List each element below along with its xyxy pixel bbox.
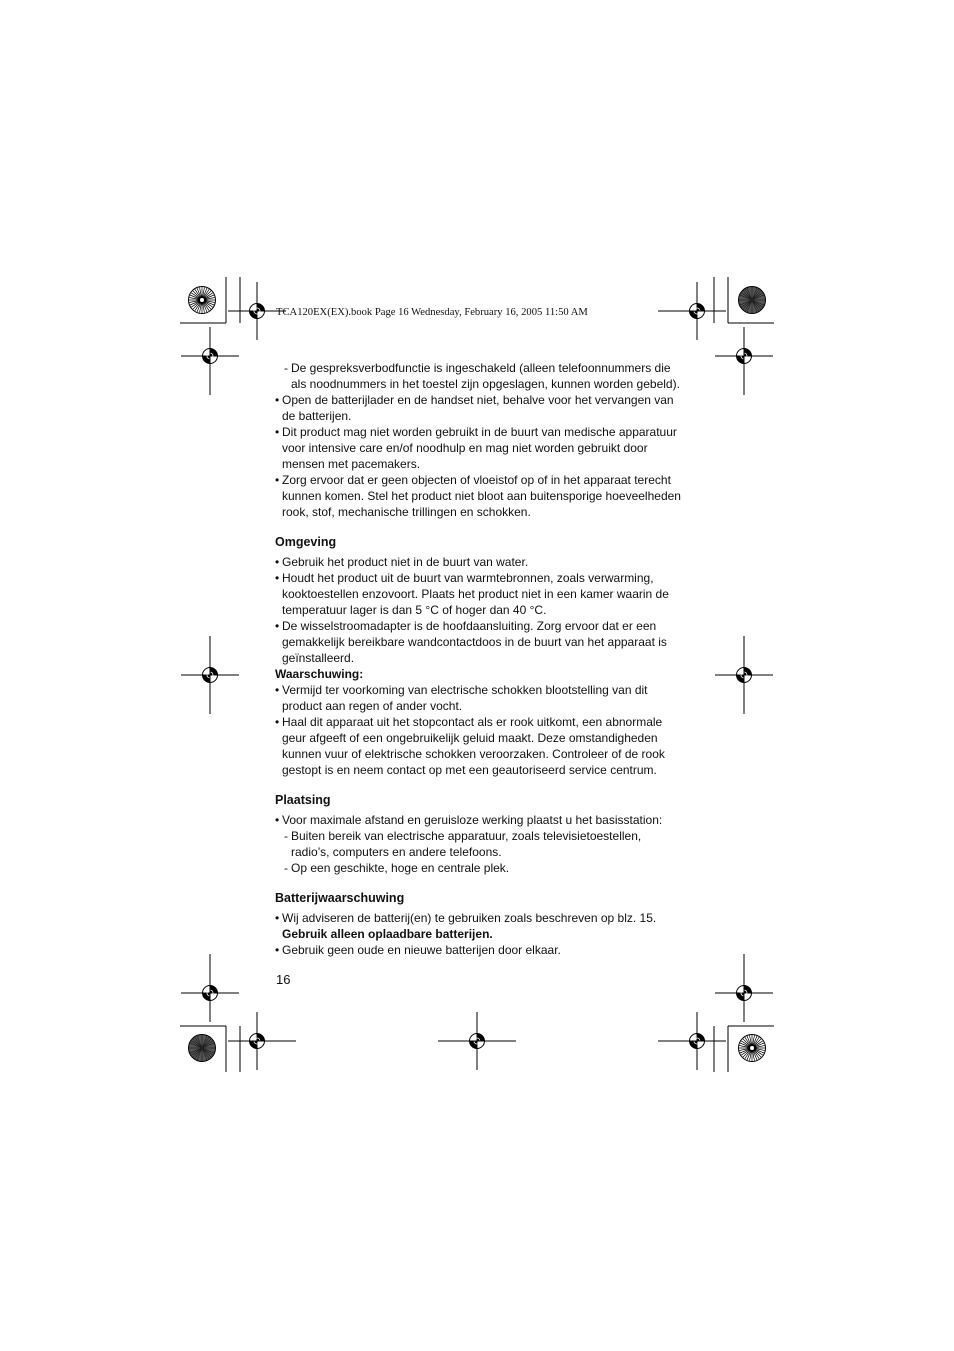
- page-number: 16: [276, 972, 291, 987]
- dash-item-text: De gespreksverbodfunctie is ingeschakeld (alleen telefoonnummers die als noodnummers in het toestel zijn opgeslagen, kunnen worden gebeld).: [291, 361, 680, 391]
- bullet-text: Houdt het product uit de buurt van warmtebronnen, zoals verwarming, kooktoestellen enzovoort. Plaats het product niet in een kamer waarin de temperatuur lager is dan 5 °C of hoger dan 40 °C.: [282, 571, 669, 617]
- warning-label: Waarschuwing:: [275, 667, 364, 681]
- bullet-item: [275, 618, 681, 666]
- bullet-text: Zorg ervoor dat er geen objecten of vloeistof op of in het apparaat terecht kunnen komen. Stel het product niet bloot aan buitensporige hoeveelheden rook, stof, mechanische trillingen en schokken.: [282, 473, 681, 519]
- bullet-item: [275, 472, 681, 520]
- bullet-item: [275, 910, 681, 942]
- bullet-item: [275, 554, 681, 570]
- section-heading-plaatsing: Plaatsing: [275, 793, 331, 807]
- page-content: [275, 360, 681, 958]
- dash-item: [275, 828, 681, 860]
- dash-item-text: Op een geschikte, hoge en centrale plek.: [291, 861, 510, 875]
- bold-instruction: Gebruik alleen oplaadbare batterijen.: [282, 927, 493, 941]
- bullet-marker: •: [275, 911, 280, 925]
- dash-item-text: Buiten bereik van electrische apparatuur, zoals televisietoestellen, radio’s, computers en andere telefoons.: [291, 829, 642, 859]
- bullet-item: [275, 570, 681, 618]
- section-heading-batterij: Batterijwaarschuwing: [275, 891, 405, 905]
- bullet-text: Voor maximale afstand en geruisloze werking plaatst u het basisstation:: [282, 813, 663, 827]
- bullet-marker: •: [275, 555, 280, 569]
- bullet-text: Dit product mag niet worden gebruikt in de buurt van medische apparatuur voor intensive care en/of noodhulp en mag niet worden gebruikt door mensen met pacemakers.: [282, 425, 677, 471]
- bullet-item: [275, 812, 681, 828]
- bullet-marker: •: [275, 715, 280, 729]
- bullet-marker: •: [275, 619, 280, 633]
- bullet-marker: •: [275, 473, 280, 487]
- bullet-item: [275, 424, 681, 472]
- bullet-item: [275, 942, 681, 958]
- bullet-marker: •: [275, 393, 280, 407]
- bullet-marker: •: [275, 943, 280, 957]
- bullet-item: [275, 392, 681, 424]
- bullet-text: Haal dit apparaat uit het stopcontact als er rook uitkomt, een abnormale geur afgeeft of een ongebruikelijk geluid maakt. Deze omstandigheden kunnen vuur of elektrische schokken veroorzaken. Controleer of de rook gestopt is en neem contact op met een geautoriseerd service centrum.: [282, 715, 665, 777]
- bullet-text: De wisselstroomadapter is de hoofdaansluiting. Zorg ervoor dat er een gemakkelijk bereikbare wandcontactdoos in de buurt van het apparaat is geïnstalleerd.: [282, 619, 667, 665]
- dash-marker: -: [284, 361, 288, 375]
- bullet-text: Gebruik geen oude en nieuwe batterijen door elkaar.: [282, 943, 561, 957]
- section-heading-omgeving: Omgeving: [275, 535, 337, 549]
- bullet-marker: •: [275, 813, 280, 827]
- dash-item: [275, 860, 681, 876]
- print-header: TCA120EX(EX).book Page 16 Wednesday, February 16, 2005 11:50 AM: [276, 307, 588, 318]
- warning-bullet-item: [275, 682, 681, 714]
- bullet-text: Wij adviseren de batterij(en) te gebruiken zoals beschreven op blz. 15.: [282, 911, 657, 925]
- dash-marker: -: [284, 861, 288, 875]
- bullet-text: Open de batterijlader en de handset niet, behalve voor het vervangen van de batterijen.: [282, 393, 674, 423]
- dash-marker: -: [284, 829, 288, 843]
- bullet-marker: •: [275, 683, 280, 697]
- bullet-text: Gebruik het product niet in de buurt van water.: [282, 555, 529, 569]
- bullet-marker: •: [275, 571, 280, 585]
- bullet-marker: •: [275, 425, 280, 439]
- warning-bullet-item: [275, 714, 681, 778]
- dash-item: [275, 360, 681, 392]
- bullet-text: Vermijd ter voorkoming van electrische schokken blootstelling van dit product aan regen of ander vocht.: [282, 683, 648, 713]
